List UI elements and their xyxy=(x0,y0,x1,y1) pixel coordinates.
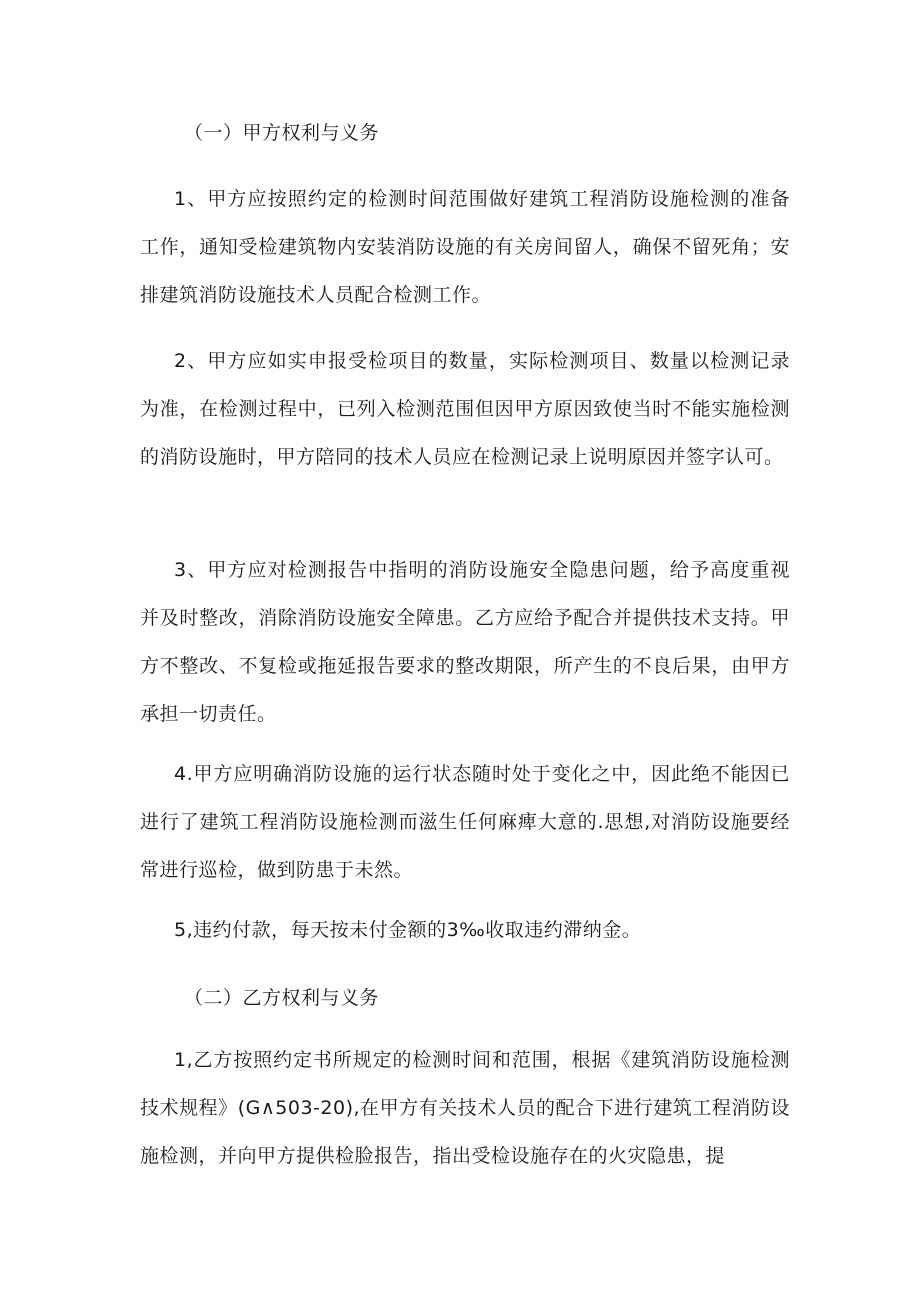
party-a-clause-4: 4.甲方应明确消防设施的运行状态随时处于变化之中，因此绝不能因已进行了建筑工程消防设施检测而滋生任何麻痺大意的.思想,对消防设施要经常进行巡检，做到防患于未然。 xyxy=(140,763,790,881)
party-b-clause-1: 1,乙方按照约定书所规定的检测时间和范围，根据《建筑消防设施检测技术规程》(G∧503-20),在甲方有关技术人员的配合下进行建筑工程消防设施检测，并向甲方提供检脸报告，指出受检设施存在的火灾隐患，提 xyxy=(140,1049,790,1167)
party-a-clause-3: 3、甲方应对检测报告中指明的消防设施安全隐患问题，给予高度重视并及时整改，消除消防设施安全障患。乙方应给予配合并提供技术支持。甲方不整改、不复检或拖延报告要求的整改期限，所产生的不良后果，由甲方承担一切责任。 xyxy=(140,559,790,725)
party-a-clause-5: 5,违约付款，每天按未付金额的3‰收取违约滞纳金。 xyxy=(174,919,642,941)
section-heading-party-b: （二）乙方权利与义务 xyxy=(184,987,380,1009)
section-heading-party-a: （一）甲方权利与义务 xyxy=(184,122,380,144)
party-a-clause-2: 2、甲方应如实申报受检项目的数量，实际检测项目、数量以检测记录为准，在检测过程中，已列入检测范围但因甲方原因致使当时不能实施检测的消防设施时，甲方陪同的技术人员应在检测记录上说明原因并签字认可。 xyxy=(140,350,790,468)
party-a-clause-1: 1、甲方应按照约定的检测时间范围做好建筑工程消防设施检测的准备工作，通知受检建筑物内安装消防设施的有关房间留人，确保不留死角；安排建筑消防设施技术人员配合检测工作。 xyxy=(140,188,790,306)
